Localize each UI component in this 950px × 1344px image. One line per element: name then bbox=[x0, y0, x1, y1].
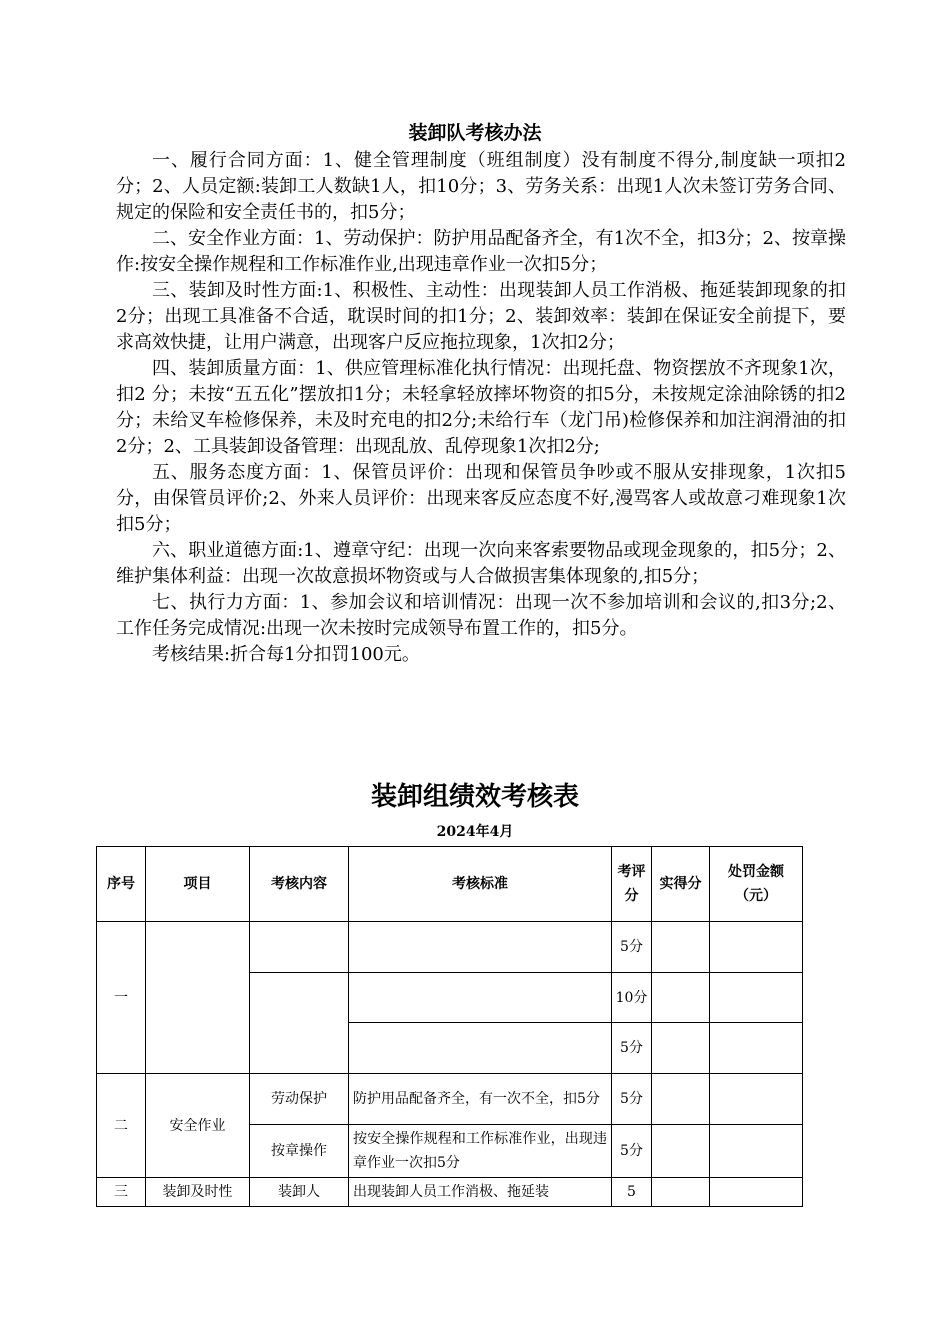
cell-content bbox=[250, 973, 349, 1074]
cell-standard: 按安全操作规程和工作标准作业，出现违章作业一次扣5分 bbox=[349, 1125, 612, 1178]
cell-seq: 一 bbox=[97, 922, 146, 1074]
table-row bbox=[97, 922, 803, 973]
cell-penalty bbox=[710, 1023, 803, 1074]
assessment-table bbox=[96, 846, 803, 1207]
cell-actual bbox=[652, 1178, 710, 1207]
table-row bbox=[97, 1074, 803, 1125]
cell-actual bbox=[652, 922, 710, 973]
cell-penalty bbox=[710, 973, 803, 1023]
cell-standard bbox=[349, 1023, 612, 1074]
document-title: 装卸队考核办法 bbox=[408, 122, 542, 144]
header-content: 考核内容 bbox=[250, 847, 349, 922]
paragraph: 七、执行力方面：1、参加会议和培训情况：出现一次不参加培训和会议的,扣3分;2、工作任务完成情况:出现一次未按时完成领导布置工作的，扣5分。 bbox=[116, 592, 846, 639]
cell-content: 装卸人 bbox=[250, 1178, 349, 1207]
header-penalty: 处罚金额（元） bbox=[710, 847, 803, 922]
paragraph: 考核结果:折合每1分扣罚100元。 bbox=[152, 644, 420, 665]
paragraph: 二、安全作业方面：1、劳动保护：防护用品配备齐全，有1次不全，扣3分；2、按章操作:按安全操作规程和工作标准作业,出现违章作业一次扣5分； bbox=[116, 228, 846, 275]
cell-score: 5分 bbox=[612, 922, 652, 973]
header-standard: 考核标准 bbox=[349, 847, 612, 922]
cell-item: 安全作业 bbox=[146, 1074, 250, 1178]
cell-penalty bbox=[710, 922, 803, 973]
paragraph: 六、职业道德方面:1、遵章守纪：出现一次向来客索要物品或现金现象的，扣5分；2、维护集体利益：出现一次故意损坏物资或与人合做损害集体现象的,扣5分； bbox=[116, 540, 846, 587]
header-actual: 实得分 bbox=[652, 847, 710, 922]
cell-penalty bbox=[710, 1178, 803, 1207]
header-score: 考评分 bbox=[612, 847, 652, 922]
document-body bbox=[116, 148, 846, 668]
cell-actual bbox=[652, 1125, 710, 1178]
cell-actual bbox=[652, 1023, 710, 1074]
paragraph: 一、履行合同方面：1、健全管理制度（班组制度）没有制度不得分,制度缺一项扣2分；2、人员定额:装卸工人数缺1人，扣10分；3、劳务关系：出现1人次未签订劳务合同、规定的保险和安全责任书的，扣5分； bbox=[116, 150, 846, 223]
cell-actual bbox=[652, 1074, 710, 1125]
cell-standard: 防护用品配备齐全，有一次不全，扣5分 bbox=[349, 1074, 612, 1125]
cell-score: 5 bbox=[612, 1178, 652, 1207]
cell-content: 按章操作 bbox=[250, 1125, 349, 1178]
header-item: 项目 bbox=[146, 847, 250, 922]
cell-penalty bbox=[710, 1125, 803, 1178]
cell-content bbox=[250, 922, 349, 973]
paragraph: 三、装卸及时性方面:1、积极性、主动性：出现装卸人员工作消极、拖延装卸现象的扣2分；出现工具准备不合适，耽误时间的扣1分；2、装卸效率：装卸在保证安全前提下，要求高效快捷，让用户满意，出现客户反应拖拉现象，1次扣2分； bbox=[116, 280, 846, 353]
cell-score: 5分 bbox=[612, 1074, 652, 1125]
table-row bbox=[97, 1178, 803, 1207]
table-date: 2024年4月 bbox=[436, 824, 514, 840]
cell-standard: 出现装卸人员工作消极、拖延装 bbox=[349, 1178, 612, 1207]
cell-score: 5分 bbox=[612, 1125, 652, 1178]
paragraph: 五、服务态度方面：1、保管员评价：出现和保管员争吵或不服从安排现象，1次扣5分，由保管员评价;2、外来人员评价：出现来客反应态度不好,漫骂客人或故意刁难现象1次扣5分； bbox=[116, 462, 846, 535]
cell-content: 劳动保护 bbox=[250, 1074, 349, 1125]
cell-seq: 二 bbox=[97, 1074, 146, 1178]
cell-item: 装卸及时性 bbox=[146, 1178, 250, 1207]
cell-standard bbox=[349, 973, 612, 1023]
cell-standard bbox=[349, 922, 612, 973]
cell-penalty bbox=[710, 1074, 803, 1125]
cell-score: 5分 bbox=[612, 1023, 652, 1074]
table-header-row bbox=[97, 847, 803, 922]
cell-actual bbox=[652, 973, 710, 1023]
cell-score: 10分 bbox=[612, 973, 652, 1023]
header-seq: 序号 bbox=[97, 847, 146, 922]
paragraph: 四、装卸质量方面：1、供应管理标准化执行情况：出现托盘、物资摆放不齐现象1次，扣2 分；未按“五五化”摆放扣1分；未轻拿轻放摔坏物资的扣5分，未按规定涂油除锈的扣2分；未给叉车检修保养，未及时充电的扣2分;未给行车（龙门吊)检修保养和加注润滑油的扣2分；2、工具装卸设备管理：出现乱放、乱停现象1次扣2分; bbox=[116, 358, 846, 457]
table-title: 装卸组绩效考核表 bbox=[370, 782, 579, 812]
cell-seq: 三 bbox=[97, 1178, 146, 1207]
cell-item bbox=[146, 922, 250, 1074]
